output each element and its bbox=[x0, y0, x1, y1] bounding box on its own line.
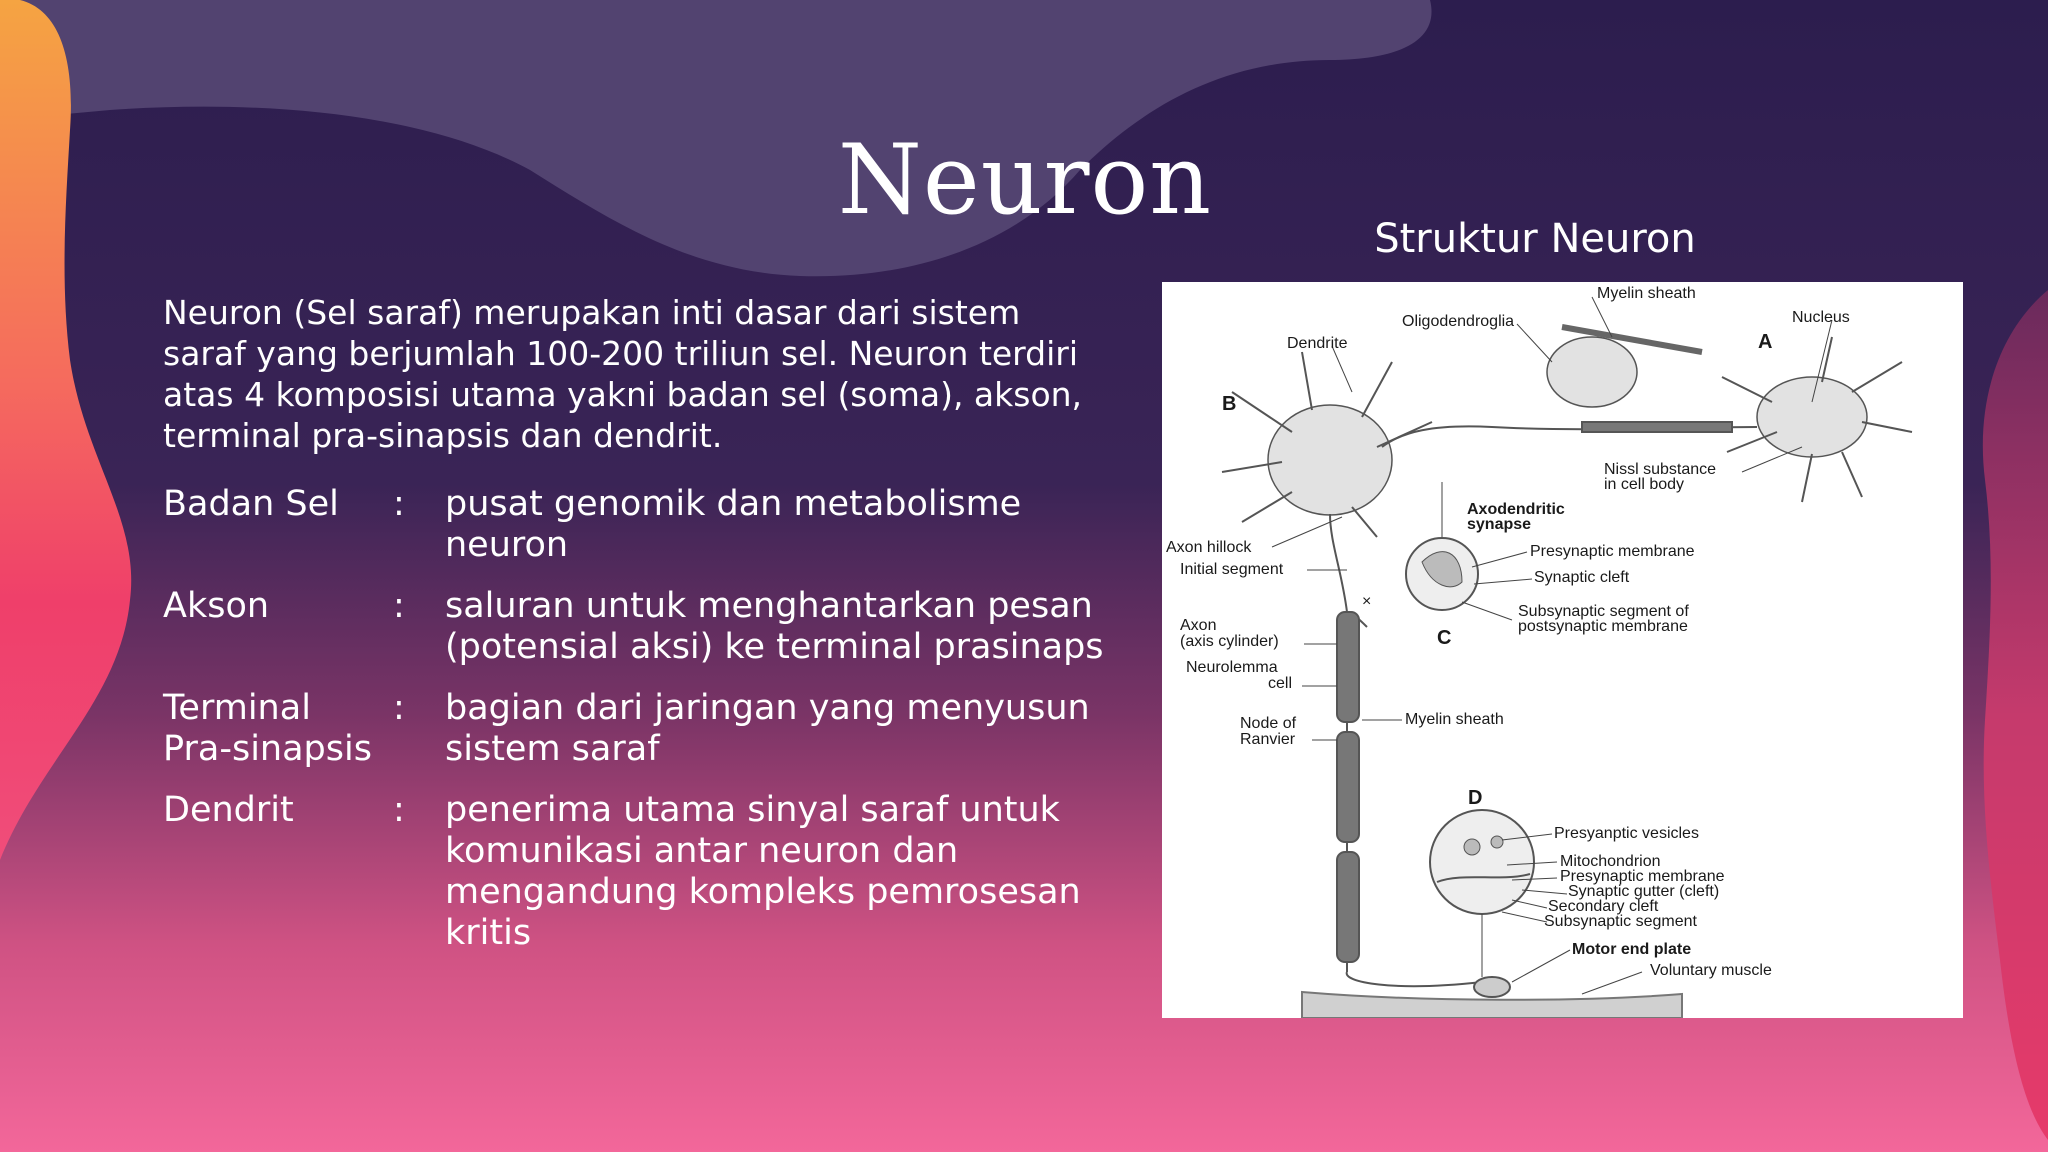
label-presyanptic-vesicles: Presyanptic vesicles bbox=[1554, 825, 1699, 842]
definition-text: bagian dari jaringan yang menyusun sistem saraf bbox=[445, 688, 1090, 769]
label-presynaptic-membrane: Presynaptic membrane bbox=[1530, 543, 1695, 560]
definition-separator: : bbox=[393, 586, 405, 626]
neuron-b-soma bbox=[1268, 405, 1392, 515]
definition-term: Akson bbox=[163, 586, 270, 626]
label-axon-2: (axis cylinder) bbox=[1180, 633, 1279, 650]
label-axon-1: Axon bbox=[1180, 617, 1217, 634]
definition-term: Badan Sel bbox=[163, 484, 339, 524]
definition-term: Terminal Pra-sinapsis bbox=[163, 688, 372, 769]
myelin-segment bbox=[1337, 852, 1359, 962]
label-secondary-cleft: Secondary cleft bbox=[1548, 898, 1659, 915]
label-axodendritic-1: Axodendritic bbox=[1467, 501, 1565, 518]
label-a: A bbox=[1758, 331, 1773, 353]
definition-text: penerima utama sinyal saraf untuk komunikasi antar neuron dan mengandung kompleks pemrosesan kritis bbox=[445, 790, 1081, 953]
label-neurolemma-1: Neurolemma bbox=[1186, 659, 1278, 676]
label-nucleus: Nucleus bbox=[1792, 309, 1850, 326]
label-initial-segment: Initial segment bbox=[1180, 561, 1284, 578]
label-oligodendroglia: Oligodendroglia bbox=[1402, 313, 1515, 330]
intro-paragraph: Neuron (Sel saraf) merupakan inti dasar dari sistem saraf yang berjumlah 100-200 triliun sel. Neuron terdiri atas 4 komposisi utama yakni badan sel (soma), akson, terminal pra-sinapsis dan dendrit. bbox=[163, 293, 1083, 455]
label-voluntary-muscle: Voluntary muscle bbox=[1650, 962, 1772, 979]
label-node-1: Node of bbox=[1240, 715, 1297, 732]
slide-title: Neuron bbox=[837, 124, 1213, 236]
definition-row bbox=[163, 586, 1123, 668]
label-d: D bbox=[1468, 787, 1483, 809]
myelin-segment bbox=[1337, 612, 1359, 722]
oligodendroglia-cell bbox=[1547, 337, 1637, 407]
label-nissl-1: Nissl substance bbox=[1604, 461, 1717, 478]
label-synaptic-cleft: Synaptic cleft bbox=[1534, 569, 1630, 586]
definition-row bbox=[163, 688, 1123, 770]
label-myelin-sheath-top: Myelin sheath bbox=[1597, 285, 1696, 302]
label-node-2: Ranvier bbox=[1240, 731, 1296, 748]
label-axon-hillock: Axon hillock bbox=[1166, 539, 1252, 556]
definition-row bbox=[163, 484, 1123, 566]
definition-text: saluran untuk menghantarkan pesan (potensial aksi) ke terminal prasinaps bbox=[445, 586, 1104, 667]
neuron-diagram bbox=[1162, 282, 1963, 1018]
definition-text: pusat genomik dan metabolisme neuron bbox=[445, 484, 1022, 565]
label-motor-end-plate: Motor end plate bbox=[1572, 941, 1692, 958]
label-x-mark: × bbox=[1362, 593, 1372, 610]
label-neurolemma-2: cell bbox=[1268, 675, 1293, 692]
definition-list bbox=[163, 484, 1123, 974]
label-subsynaptic-1: Subsynaptic segment of bbox=[1518, 603, 1689, 620]
definition-separator: : bbox=[393, 790, 405, 830]
label-subsynaptic-2: postsynaptic membrane bbox=[1518, 618, 1688, 635]
figure-caption: Struktur Neuron bbox=[1374, 216, 1696, 262]
label-dendrite: Dendrite bbox=[1287, 335, 1348, 352]
label-synaptic-gutter: Synaptic gutter (cleft) bbox=[1568, 883, 1720, 900]
definition-term: Dendrit bbox=[163, 790, 294, 830]
label-c: C bbox=[1437, 627, 1452, 649]
label-presynaptic-membrane-2: Presynaptic membrane bbox=[1560, 868, 1725, 885]
label-subsynaptic-segment: Subsynaptic segment bbox=[1544, 913, 1697, 930]
label-axodendritic-2: synapse bbox=[1467, 516, 1532, 533]
neuron-diagram-svg bbox=[1162, 282, 1963, 1018]
neuron-a-soma bbox=[1757, 377, 1867, 457]
definition-row bbox=[163, 790, 1123, 954]
myelin-segment-top bbox=[1582, 422, 1732, 432]
label-myelin-sheath-mid: Myelin sheath bbox=[1405, 711, 1504, 728]
definition-separator: : bbox=[393, 688, 405, 728]
myelin-segment bbox=[1337, 732, 1359, 842]
label-nissl-2: in cell body bbox=[1604, 476, 1685, 493]
definition-separator: : bbox=[393, 484, 405, 524]
label-b: B bbox=[1222, 393, 1237, 415]
label-mitochondrion: Mitochondrion bbox=[1560, 853, 1661, 870]
inset-d bbox=[1430, 810, 1534, 914]
